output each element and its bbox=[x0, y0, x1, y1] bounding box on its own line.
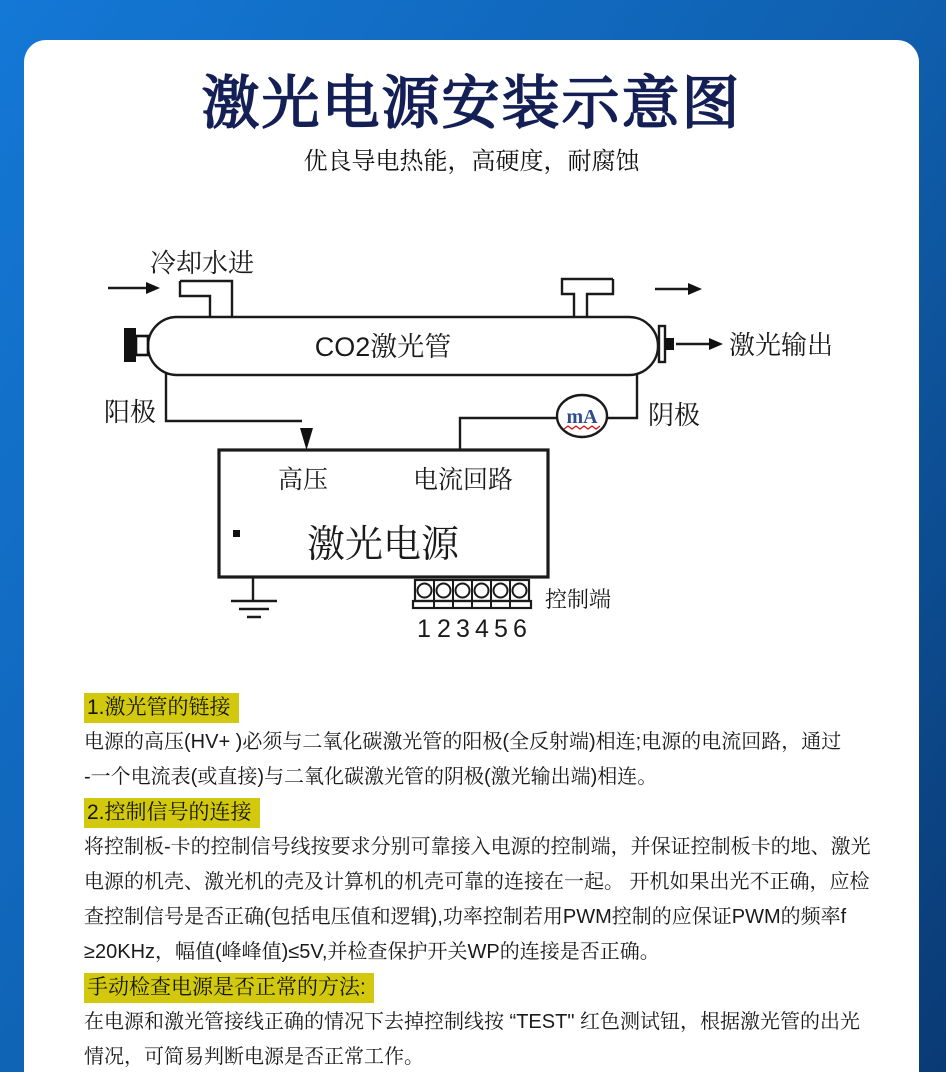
rear-mirror-socket bbox=[136, 336, 148, 355]
ma-meter-label: mA bbox=[566, 406, 598, 428]
section-text-line: 将控制板-卡的控制信号线按要求分别可靠接入电源的控制端，并保证控制板卡的地、激光 bbox=[84, 836, 871, 858]
output-connector bbox=[659, 326, 665, 362]
section-control-signal bbox=[84, 795, 884, 970]
section-text-line: -一个电流表(或直接)与二氧化碳激光管的阴极(激光输出端)相连。 bbox=[84, 766, 658, 788]
water-inlet-pipe bbox=[180, 281, 232, 317]
section-manual-check bbox=[84, 970, 884, 1072]
section-heading: 手动检查电源是否正常的方法: bbox=[84, 973, 374, 1003]
instruction-sections bbox=[84, 690, 884, 1072]
terminal-screw bbox=[437, 584, 451, 598]
terminal-screw bbox=[418, 584, 432, 598]
terminal-number: 1 bbox=[417, 615, 431, 643]
rear-mirror-connector bbox=[124, 328, 136, 362]
laser-output-arrowhead bbox=[709, 338, 723, 350]
terminal-number: 2 bbox=[437, 615, 451, 643]
current-loop-label: 电流回路 bbox=[413, 466, 514, 494]
section-heading: 2.控制信号的连接 bbox=[84, 798, 260, 828]
terminal-number: 6 bbox=[513, 615, 527, 643]
water-out-arrowhead bbox=[688, 283, 702, 295]
ground-symbol bbox=[231, 577, 277, 617]
anode-label: 阳极 bbox=[104, 397, 157, 427]
section-heading: 1.激光管的链接 bbox=[84, 693, 239, 723]
power-supply-label: 激光电源 bbox=[306, 524, 460, 566]
section-text-line: ≥20KHz，幅值(峰峰值)≤5V,并检查保护开关WP的连接是否正确。 bbox=[84, 941, 660, 963]
section-text-line: 情况，可简易判断电源是否正常工作。 bbox=[84, 1046, 424, 1068]
cathode-label: 阴极 bbox=[648, 400, 701, 430]
cathode-wire bbox=[460, 373, 637, 450]
section-tube-connection bbox=[84, 690, 884, 795]
section-text-line: 查控制信号是否正确(包括电压值和逻辑),功率控制若用PWM控制的应保证PWM的频率f bbox=[84, 906, 847, 928]
terminal-number: 4 bbox=[475, 615, 489, 643]
high-voltage-label: 高压 bbox=[278, 466, 329, 494]
water-outlet-pipe bbox=[562, 279, 613, 317]
terminal-number: 3 bbox=[456, 615, 470, 643]
terminal-screw bbox=[494, 584, 508, 598]
terminal-number: 5 bbox=[494, 615, 508, 643]
section-text-line: 电源的高压(HV+ )必须与二氧化碳激光管的阳极(全反射端)相连;电源的电流回路，通过 bbox=[84, 731, 842, 753]
output-connector-nub bbox=[665, 338, 674, 350]
psu-indicator-dot bbox=[233, 530, 240, 537]
terminal-screw bbox=[475, 584, 489, 598]
cooling-water-in-label: 冷却水进 bbox=[150, 248, 255, 278]
page-subtitle: 优良导电热能，高硬度，耐腐蚀 bbox=[303, 148, 640, 175]
terminal-screw bbox=[513, 584, 527, 598]
page-title: 激光电源安装示意图 bbox=[201, 71, 742, 136]
section-text-line: 电源的机壳、激光机的壳及计算机的机壳可靠的连接在一起。 开机如果出光不正确，应检 bbox=[84, 871, 870, 893]
section-text-line: 在电源和激光管接线正确的情况下去掉控制线按 “TEST" 红色测试钮，根据激光管的出光 bbox=[84, 1011, 860, 1033]
high-voltage-arrowhead bbox=[300, 428, 313, 450]
laser-output-label: 激光输出 bbox=[729, 330, 834, 360]
control-terminal-label: 控制端 bbox=[545, 587, 612, 612]
anode-wire bbox=[166, 373, 302, 421]
water-in-arrowhead bbox=[146, 282, 160, 294]
terminal-screw bbox=[456, 584, 470, 598]
tube-label: CO2激光管 bbox=[314, 332, 452, 362]
